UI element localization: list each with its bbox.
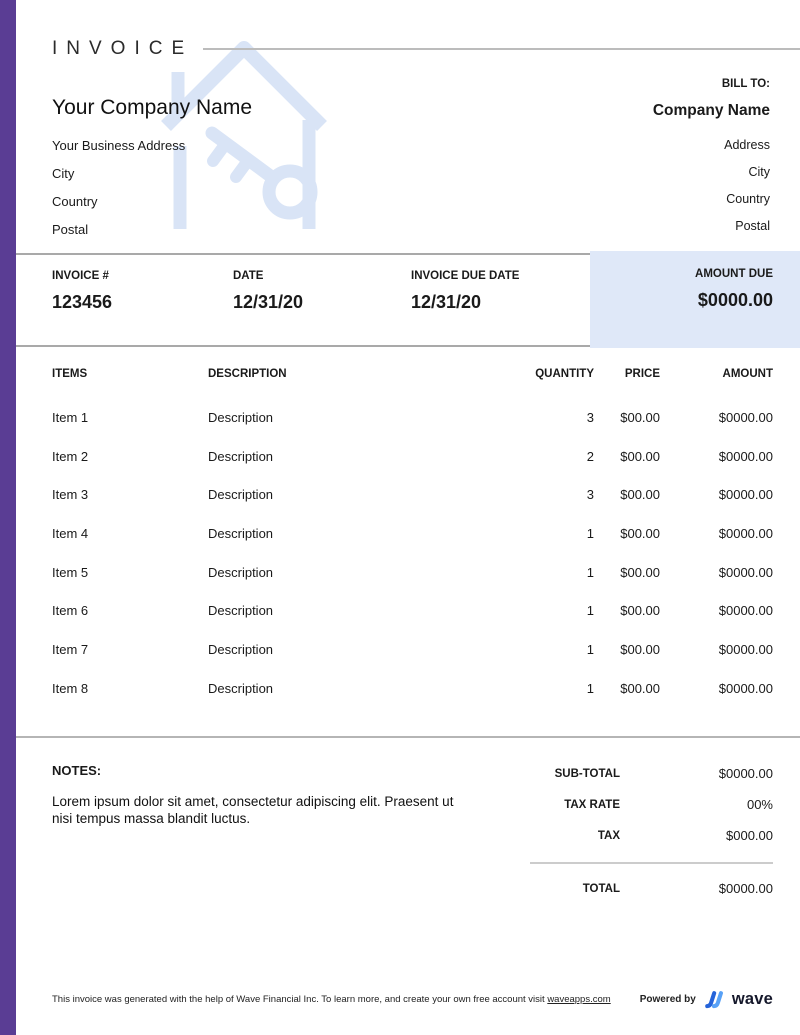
cell-amount: $0000.00 [718,564,773,580]
items-table-body [52,398,773,708]
cell-item: Item 2 [52,448,89,464]
cell-item: Item 5 [52,564,89,580]
items-table-header [52,368,773,394]
cell-description: Description [208,680,274,696]
table-row [52,630,773,669]
amount-due-label: AMOUNT DUE [695,268,773,280]
company-postal: Postal [52,222,89,237]
tax-value: $000.00 [726,828,773,843]
cell-price: $00.00 [620,641,660,657]
footer-disclaimer-text: This invoice was generated with the help of Wave Financial Inc. To learn more, and create your own free account visit [52,994,548,1005]
cell-price: $00.00 [620,409,660,425]
invoice-meta-band [16,253,590,347]
tax-row [490,820,773,851]
invoice-number-label: INVOICE # [52,270,109,282]
invoice-header [52,38,800,60]
col-quantity: QUANTITY [535,368,594,380]
notes-text: Lorem ipsum dolor sit amet, consectetur adipiscing elit. Praesent ut nisi tempus massa blandit luctus. [52,794,454,826]
cell-price: $00.00 [620,525,660,541]
cell-price: $00.00 [620,448,660,464]
header-rule [203,48,800,50]
table-row [52,475,773,514]
table-row [52,591,773,630]
cell-quantity: 3 [586,487,594,503]
cell-amount: $0000.00 [718,603,773,619]
cell-amount: $0000.00 [718,641,773,657]
cell-quantity: 1 [586,564,594,580]
cell-amount: $0000.00 [718,448,773,464]
subtotal-label: SUB-TOTAL [554,767,620,780]
left-accent-bar [0,0,16,1035]
cell-amount: $0000.00 [718,409,773,425]
table-row [52,437,773,476]
page-title: INVOICE [52,38,194,59]
amount-due-value: $0000.00 [697,290,773,310]
cell-item: Item 8 [52,680,89,696]
cell-item: Item 3 [52,487,89,503]
subtotal-value: $0000.00 [718,766,773,781]
cell-description: Description [208,409,274,425]
notes-label: NOTES: [52,763,102,778]
cell-amount: $0000.00 [718,525,773,541]
bill-to-address: Address [724,138,770,152]
cell-item: Item 6 [52,603,89,619]
total-value: $0000.00 [718,881,773,896]
totals-section [490,758,773,904]
cell-quantity: 1 [586,525,594,541]
powered-by-wave [640,990,773,1009]
cell-description: Description [208,448,274,464]
company-country: Country [52,194,98,209]
col-items: ITEMS [52,368,88,380]
tax-rate-row [490,789,773,820]
invoice-due-date-label: INVOICE DUE DATE [411,270,520,282]
cell-description: Description [208,641,274,657]
table-row [52,398,773,437]
page-footer [52,990,773,1009]
cell-item: Item 7 [52,641,89,657]
items-table [52,368,773,708]
bill-to-country: Country [726,192,770,206]
table-row [52,553,773,592]
cell-quantity: 1 [586,641,594,657]
subtotal-row [490,758,773,789]
bill-to-info [653,78,770,246]
wave-wordmark: wave [731,990,773,1008]
cell-price: $00.00 [620,487,660,503]
table-row [52,514,773,553]
cell-quantity: 2 [586,448,594,464]
notes-section [52,763,472,827]
company-address: Your Business Address [52,138,186,153]
waveapps-link[interactable]: waveapps.com [547,994,611,1005]
cell-amount: $0000.00 [718,487,773,503]
amount-due-panel [590,251,800,348]
bill-to-label: BILL TO: [721,78,770,90]
cell-price: $00.00 [620,603,660,619]
cell-price: $00.00 [620,680,660,696]
bill-to-name: Company Name [652,102,770,119]
cell-item: Item 1 [52,409,89,425]
invoice-date-value: 12/31/20 [233,292,304,312]
cell-quantity: 3 [586,409,594,425]
wave-logo-icon [703,991,725,1009]
invoice-due-date-value: 12/31/20 [411,292,482,312]
col-amount: AMOUNT [722,368,773,380]
company-city: City [52,166,75,181]
tax-rate-label: TAX RATE [564,798,620,811]
col-price: PRICE [624,368,660,380]
invoice-due-date-cell [411,255,519,313]
powered-by-label: Powered by [639,994,696,1005]
section-divider [16,736,800,738]
cell-description: Description [208,525,274,541]
invoice-number-value: 123456 [52,292,113,312]
cell-amount: $0000.00 [718,680,773,696]
cell-description: Description [208,487,274,503]
company-name: Your Company Name [52,96,252,119]
invoice-date-label: DATE [233,270,264,282]
cell-description: Description [208,603,274,619]
tax-label: TAX [597,829,620,842]
cell-quantity: 1 [586,603,594,619]
cell-description: Description [208,564,274,580]
bill-to-city: City [748,165,770,179]
footer-disclaimer [52,994,611,1005]
invoice-date-cell [233,255,303,313]
table-row [52,669,773,708]
company-info [52,96,252,250]
tax-rate-value: 00% [746,797,773,812]
cell-quantity: 1 [586,680,594,696]
totals-divider [530,862,773,864]
bill-to-postal: Postal [735,219,770,233]
cell-price: $00.00 [620,564,660,580]
total-row [490,873,773,904]
total-label: TOTAL [582,882,620,895]
invoice-number-cell [52,255,112,313]
col-description: DESCRIPTION [208,368,287,380]
cell-item: Item 4 [52,525,89,541]
